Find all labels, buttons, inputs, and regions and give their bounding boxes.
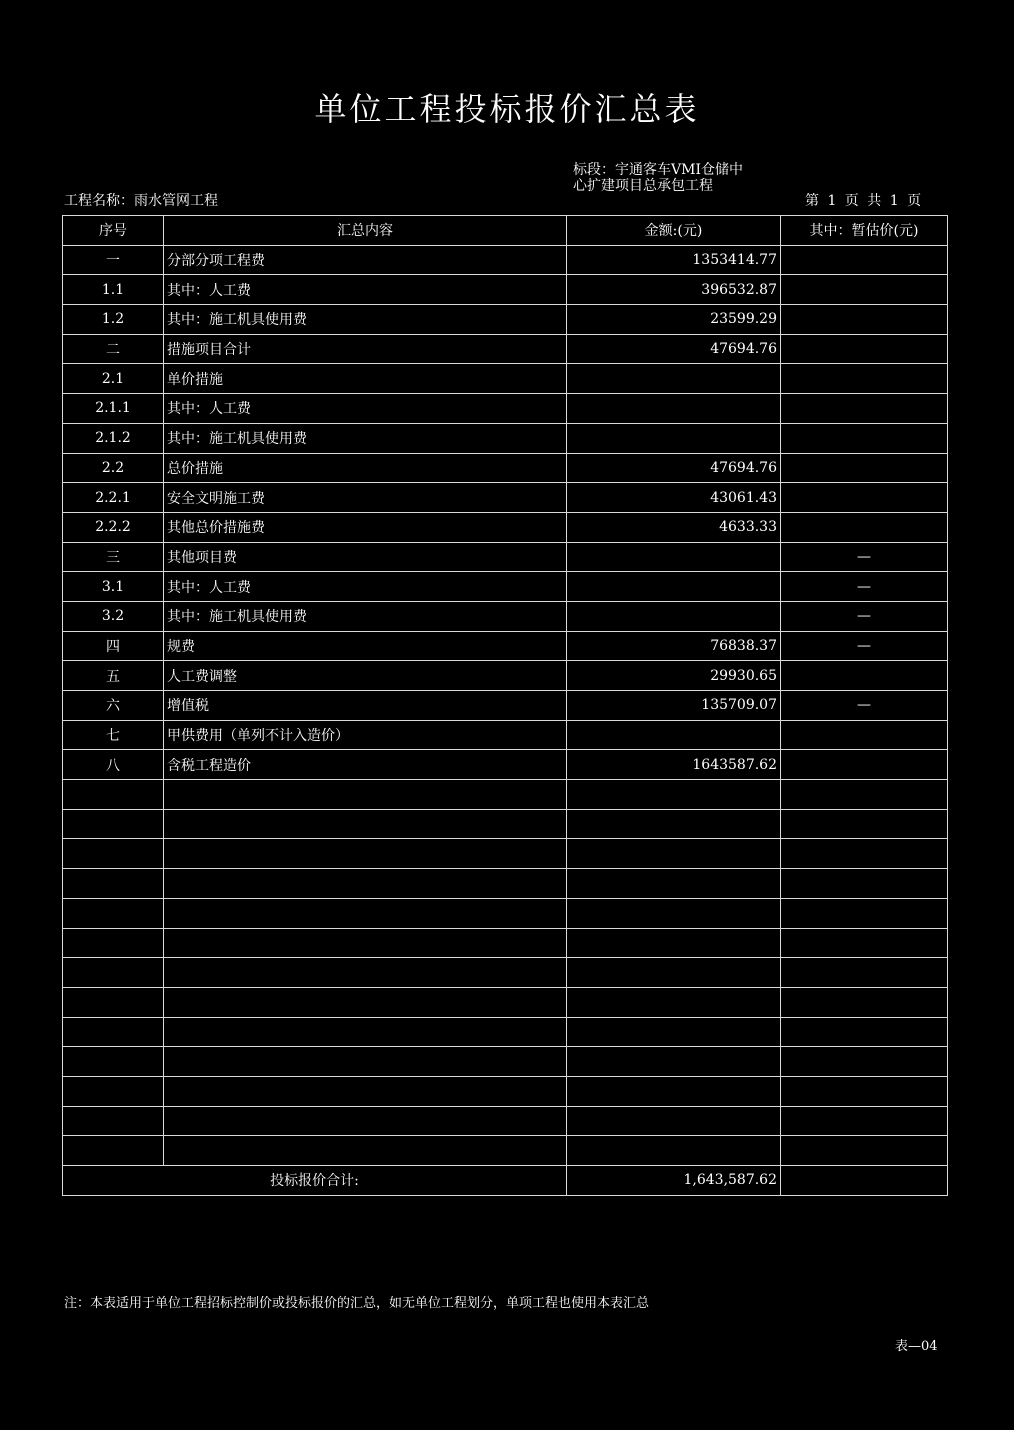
cell-provisional bbox=[781, 453, 948, 483]
total-row bbox=[63, 1166, 948, 1196]
total-label: 投标报价合计: bbox=[63, 1166, 567, 1196]
cell-seq: 2.1.1 bbox=[63, 394, 164, 424]
empty-cell bbox=[164, 1076, 567, 1106]
project-name: 工程名称：雨水管网工程 bbox=[64, 193, 218, 209]
table-row bbox=[63, 334, 948, 364]
empty-cell bbox=[63, 869, 164, 899]
cell-provisional bbox=[781, 305, 948, 335]
cell-provisional bbox=[781, 720, 948, 750]
cell-content: 人工费调整 bbox=[164, 661, 567, 691]
cell-amount bbox=[567, 394, 781, 424]
empty-cell bbox=[567, 869, 781, 899]
cell-content: 其中：施工机具使用费 bbox=[164, 601, 567, 631]
empty-cell bbox=[63, 1017, 164, 1047]
cell-seq: 六 bbox=[63, 691, 164, 721]
empty-cell bbox=[567, 809, 781, 839]
empty-cell bbox=[164, 869, 567, 899]
empty-cell bbox=[63, 1136, 164, 1166]
empty-cell bbox=[164, 839, 567, 869]
cell-provisional bbox=[781, 364, 948, 394]
cell-amount bbox=[567, 423, 781, 453]
table-row bbox=[63, 720, 948, 750]
table-row bbox=[63, 483, 948, 513]
cell-amount: 29930.65 bbox=[567, 661, 781, 691]
empty-row bbox=[63, 1017, 948, 1047]
empty-row bbox=[63, 1047, 948, 1077]
cell-seq: 2.2.2 bbox=[63, 512, 164, 542]
empty-cell bbox=[164, 809, 567, 839]
empty-cell bbox=[567, 1076, 781, 1106]
empty-cell bbox=[567, 987, 781, 1017]
empty-cell bbox=[781, 898, 948, 928]
empty-cell bbox=[164, 987, 567, 1017]
empty-cell bbox=[63, 1047, 164, 1077]
empty-cell bbox=[781, 1106, 948, 1136]
cell-seq: 2.1.2 bbox=[63, 423, 164, 453]
cell-provisional: — bbox=[781, 601, 948, 631]
cell-amount: 396532.87 bbox=[567, 275, 781, 305]
empty-cell bbox=[164, 958, 567, 988]
cell-amount: 135709.07 bbox=[567, 691, 781, 721]
cell-provisional bbox=[781, 423, 948, 453]
cell-content: 其他项目费 bbox=[164, 542, 567, 572]
empty-cell bbox=[781, 987, 948, 1017]
cell-content: 其中：施工机具使用费 bbox=[164, 305, 567, 335]
table-body bbox=[63, 245, 948, 1165]
empty-cell bbox=[567, 1106, 781, 1136]
table-row bbox=[63, 750, 948, 780]
total-amount: 1,643,587.62 bbox=[567, 1166, 781, 1196]
cell-provisional bbox=[781, 275, 948, 305]
header-amount: 金额:(元) bbox=[567, 216, 781, 246]
empty-cell bbox=[63, 1076, 164, 1106]
section-info: 标段：宇通客车VMI仓储中心扩建项目总承包工程 bbox=[573, 162, 743, 194]
cell-seq: 3.2 bbox=[63, 601, 164, 631]
empty-row bbox=[63, 1106, 948, 1136]
empty-cell bbox=[781, 1047, 948, 1077]
empty-cell bbox=[567, 780, 781, 810]
empty-cell bbox=[567, 1136, 781, 1166]
table-row bbox=[63, 572, 948, 602]
table-row bbox=[63, 661, 948, 691]
cell-amount bbox=[567, 720, 781, 750]
table-row bbox=[63, 245, 948, 275]
empty-cell bbox=[567, 898, 781, 928]
cell-content: 单价措施 bbox=[164, 364, 567, 394]
empty-cell bbox=[781, 1017, 948, 1047]
table-row bbox=[63, 601, 948, 631]
empty-cell bbox=[781, 869, 948, 899]
cell-seq: 三 bbox=[63, 542, 164, 572]
cell-amount: 43061.43 bbox=[567, 483, 781, 513]
cell-amount: 47694.76 bbox=[567, 453, 781, 483]
cell-provisional bbox=[781, 512, 948, 542]
empty-cell bbox=[567, 1047, 781, 1077]
page-info: 第 1 页 共 1 页 bbox=[805, 193, 922, 209]
empty-cell bbox=[63, 898, 164, 928]
table-row bbox=[63, 305, 948, 335]
empty-cell bbox=[164, 1106, 567, 1136]
cell-provisional bbox=[781, 750, 948, 780]
cell-amount: 4633.33 bbox=[567, 512, 781, 542]
cell-seq: 2.2.1 bbox=[63, 483, 164, 513]
empty-row bbox=[63, 958, 948, 988]
cell-seq: 二 bbox=[63, 334, 164, 364]
cell-provisional bbox=[781, 245, 948, 275]
cell-provisional: — bbox=[781, 631, 948, 661]
table-header-row bbox=[63, 216, 948, 246]
table-row bbox=[63, 512, 948, 542]
cell-content: 增值税 bbox=[164, 691, 567, 721]
empty-row bbox=[63, 987, 948, 1017]
empty-cell bbox=[781, 780, 948, 810]
cell-content: 其中：人工费 bbox=[164, 275, 567, 305]
empty-row bbox=[63, 809, 948, 839]
empty-cell bbox=[164, 780, 567, 810]
table-row bbox=[63, 275, 948, 305]
empty-cell bbox=[63, 839, 164, 869]
cell-content: 规费 bbox=[164, 631, 567, 661]
table-row bbox=[63, 691, 948, 721]
cell-amount: 76838.37 bbox=[567, 631, 781, 661]
summary-table bbox=[62, 215, 948, 1196]
empty-cell bbox=[567, 928, 781, 958]
cell-content: 其中：施工机具使用费 bbox=[164, 423, 567, 453]
empty-row bbox=[63, 869, 948, 899]
table-row bbox=[63, 542, 948, 572]
empty-cell bbox=[781, 839, 948, 869]
cell-provisional: — bbox=[781, 691, 948, 721]
cell-amount: 1353414.77 bbox=[567, 245, 781, 275]
empty-cell bbox=[781, 1136, 948, 1166]
header-seq: 序号 bbox=[63, 216, 164, 246]
cell-amount bbox=[567, 542, 781, 572]
header-content: 汇总内容 bbox=[164, 216, 567, 246]
cell-provisional bbox=[781, 661, 948, 691]
empty-cell bbox=[63, 809, 164, 839]
cell-amount: 1643587.62 bbox=[567, 750, 781, 780]
table-row bbox=[63, 631, 948, 661]
cell-content: 其他总价措施费 bbox=[164, 512, 567, 542]
empty-cell bbox=[164, 928, 567, 958]
table-row bbox=[63, 453, 948, 483]
cell-seq: 2.1 bbox=[63, 364, 164, 394]
empty-cell bbox=[567, 839, 781, 869]
table-row bbox=[63, 394, 948, 424]
empty-cell bbox=[63, 928, 164, 958]
empty-row bbox=[63, 898, 948, 928]
cell-seq: 一 bbox=[63, 245, 164, 275]
header-provisional: 其中：暂估价(元) bbox=[781, 216, 948, 246]
footnote: 注：本表适用于单位工程招标控制价或投标报价的汇总，如无单位工程划分，单项工程也使用本表汇总 bbox=[64, 1296, 650, 1311]
empty-cell bbox=[781, 1076, 948, 1106]
cell-content: 分部分项工程费 bbox=[164, 245, 567, 275]
cell-seq: 1.1 bbox=[63, 275, 164, 305]
cell-provisional bbox=[781, 334, 948, 364]
cell-seq: 3.1 bbox=[63, 572, 164, 602]
cell-content: 其中：人工费 bbox=[164, 394, 567, 424]
empty-cell bbox=[164, 898, 567, 928]
empty-cell bbox=[781, 809, 948, 839]
cell-seq: 七 bbox=[63, 720, 164, 750]
empty-row bbox=[63, 780, 948, 810]
cell-seq: 八 bbox=[63, 750, 164, 780]
cell-amount bbox=[567, 572, 781, 602]
empty-cell bbox=[63, 780, 164, 810]
empty-cell bbox=[63, 1106, 164, 1136]
cell-amount bbox=[567, 364, 781, 394]
total-provisional bbox=[781, 1166, 948, 1196]
cell-content: 总价措施 bbox=[164, 453, 567, 483]
cell-content: 措施项目合计 bbox=[164, 334, 567, 364]
empty-cell bbox=[164, 1136, 567, 1166]
cell-amount: 47694.76 bbox=[567, 334, 781, 364]
empty-row bbox=[63, 1076, 948, 1106]
page-title: 单位工程投标报价汇总表 bbox=[314, 90, 700, 128]
cell-provisional: — bbox=[781, 572, 948, 602]
table-row bbox=[63, 423, 948, 453]
cell-amount bbox=[567, 601, 781, 631]
empty-cell bbox=[781, 958, 948, 988]
cell-provisional bbox=[781, 394, 948, 424]
empty-row bbox=[63, 928, 948, 958]
empty-cell bbox=[567, 1017, 781, 1047]
cell-content: 甲供费用（单列不计入造价） bbox=[164, 720, 567, 750]
cell-provisional: — bbox=[781, 542, 948, 572]
cell-content: 含税工程造价 bbox=[164, 750, 567, 780]
cell-seq: 2.2 bbox=[63, 453, 164, 483]
cell-provisional bbox=[781, 483, 948, 513]
cell-seq: 四 bbox=[63, 631, 164, 661]
empty-row bbox=[63, 1136, 948, 1166]
cell-seq: 五 bbox=[63, 661, 164, 691]
cell-content: 其中：人工费 bbox=[164, 572, 567, 602]
cell-seq: 1.2 bbox=[63, 305, 164, 335]
empty-cell bbox=[567, 958, 781, 988]
empty-row bbox=[63, 839, 948, 869]
empty-cell bbox=[63, 958, 164, 988]
form-number: 表—04 bbox=[895, 1339, 938, 1354]
cell-content: 安全文明施工费 bbox=[164, 483, 567, 513]
empty-cell bbox=[781, 928, 948, 958]
table-row bbox=[63, 364, 948, 394]
empty-cell bbox=[164, 1047, 567, 1077]
empty-cell bbox=[63, 987, 164, 1017]
cell-amount: 23599.29 bbox=[567, 305, 781, 335]
empty-cell bbox=[164, 1017, 567, 1047]
